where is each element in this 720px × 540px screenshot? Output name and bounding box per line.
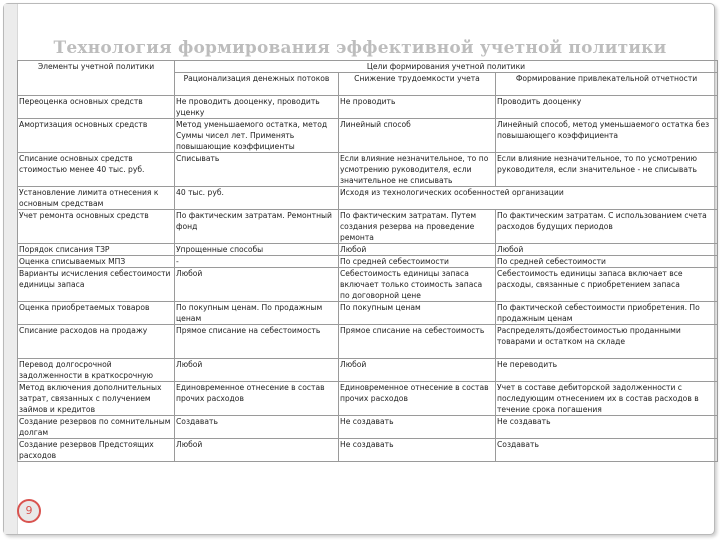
row-element: Переоценка основных средств xyxy=(18,96,175,119)
row-cash-flow: По покупным ценам. По продажным ценам xyxy=(175,302,339,325)
row-element: Метод включения дополнительных затрат, связанных с получением займов и кредитов xyxy=(18,382,175,416)
table-row xyxy=(18,96,718,119)
header-goal-labor: Снижение трудоемкости учета xyxy=(339,73,496,96)
table-row xyxy=(18,302,718,325)
row-labor: Прямое списание на себестоимость xyxy=(339,325,496,359)
row-cash-flow: Любой xyxy=(175,268,339,302)
row-element: Оценка приобретаемых товаров xyxy=(18,302,175,325)
row-element: Варианты исчисления себестоимости единицы запаса xyxy=(18,268,175,302)
row-reporting: По фактической себестоимости приобретения. По продажным ценам xyxy=(496,302,718,325)
row-labor: По фактическим затратам. Путем создания резерва на проведение ремонта xyxy=(339,210,496,244)
table-row xyxy=(18,268,718,302)
row-reporting: По фактическим затратам. С использованием счета расходов будущих периодов xyxy=(496,210,718,244)
row-labor: Линейный способ xyxy=(339,119,496,153)
row-reporting: Линейный способ, метод уменьшаемого остатка без повышающего коэффициента xyxy=(496,119,718,153)
row-element: Учет ремонта основных средств xyxy=(18,210,175,244)
row-cash-flow: Единовременное отнесение в состав прочих расходов xyxy=(175,382,339,416)
row-labor: Не создавать xyxy=(339,416,496,439)
row-labor: Если влияние незначительное, то по усмотрению руководителя, если значительное не списывать xyxy=(339,153,496,187)
accounting-policy-table xyxy=(17,60,718,462)
row-reporting: Проводить дооценку xyxy=(496,96,718,119)
row-cash-flow: Метод уменьшаемого остатка, метод Суммы чисел лет. Применять повышающие коэффициенты xyxy=(175,119,339,153)
table-row xyxy=(18,256,718,268)
row-cash-flow: - xyxy=(175,256,339,268)
table-row xyxy=(18,382,718,416)
row-reporting: По средней себестоимости xyxy=(496,256,718,268)
table-header-row xyxy=(18,61,718,73)
row-element: Оценка списываемых МПЗ xyxy=(18,256,175,268)
row-cash-flow: Упрощенные способы xyxy=(175,244,339,256)
row-labor: Себестоимость единицы запаса включает только стоимость запаса по договорной цене xyxy=(339,268,496,302)
row-cash-flow: Не проводить дооценку, проводить уценку xyxy=(175,96,339,119)
row-cash-flow: Списывать xyxy=(175,153,339,187)
table-row xyxy=(18,244,718,256)
page-title: Технология формирования эффективной учетной политики xyxy=(53,38,667,58)
row-cash-flow: Любой xyxy=(175,439,339,462)
table-row xyxy=(18,439,718,462)
row-cash-flow: Создавать xyxy=(175,416,339,439)
row-labor: Единовременное отнесение в состав прочих расходов xyxy=(339,382,496,416)
table-row xyxy=(18,359,718,382)
row-element: Списание расходов на продажу xyxy=(18,325,175,359)
header-elements: Элементы учетной политики xyxy=(18,61,175,96)
table-row xyxy=(18,325,718,359)
row-element: Перевод долгосрочной задолженности в краткосрочную xyxy=(18,359,175,382)
row-labor: Не создавать xyxy=(339,439,496,462)
row-labor: По покупным ценам xyxy=(339,302,496,325)
row-reporting: Создавать xyxy=(496,439,718,462)
row-element: Порядок списания ТЗР xyxy=(18,244,175,256)
row-reporting: Не создавать xyxy=(496,416,718,439)
table-row xyxy=(18,153,718,187)
row-cash-flow: Любой xyxy=(175,359,339,382)
row-element: Создание резервов Предстоящих расходов xyxy=(18,439,175,462)
row-cash-flow: Прямое списание на себестоимость xyxy=(175,325,339,359)
row-element: Установление лимита отнесения к основным средствам xyxy=(18,187,175,210)
row-element: Списание основных средств стоимостью менее 40 тыс. руб. xyxy=(18,153,175,187)
row-reporting: Учет в составе дебиторской задолженности с последующим отнесением их в состав расходов в течение срока погашения xyxy=(496,382,718,416)
row-reporting: Распределять/доябестоимостью проданными товарами и остатком на складе xyxy=(496,325,718,359)
row-labor: Любой xyxy=(339,359,496,382)
row-cash-flow: По фактическим затратам. Ремонтный фонд xyxy=(175,210,339,244)
table-row xyxy=(18,187,718,210)
row-reporting: Не переводить xyxy=(496,359,718,382)
row-reporting: Если влияние незначительное, то по усмотрению руководителя, если значительное - не списывать xyxy=(496,153,718,187)
table-row xyxy=(18,119,718,153)
row-reporting: Себестоимость единицы запаса включает все расходы, связанные с приобретением запаса xyxy=(496,268,718,302)
row-labor-reporting-merged: Исходя из технологических особенностей организации xyxy=(339,187,718,210)
row-labor: Любой xyxy=(339,244,496,256)
table-row xyxy=(18,416,718,439)
row-element: Создание резервов по сомнительным долгам xyxy=(18,416,175,439)
header-goal-cash-flow: Рационализация денежных потоков xyxy=(175,73,339,96)
header-goals: Цели формирования учетной политики xyxy=(175,61,718,73)
row-element: Амортизация основных средств xyxy=(18,119,175,153)
row-labor: По средней себестоимости xyxy=(339,256,496,268)
row-labor: Не проводить xyxy=(339,96,496,119)
slide-left-bar xyxy=(4,4,18,534)
row-cash-flow: 40 тыс. руб. xyxy=(175,187,339,210)
row-reporting: Любой xyxy=(496,244,718,256)
header-goal-reporting: Формирование привлекательной отчетности xyxy=(496,73,718,96)
page-number-badge: 9 xyxy=(17,499,41,523)
table-row xyxy=(18,210,718,244)
